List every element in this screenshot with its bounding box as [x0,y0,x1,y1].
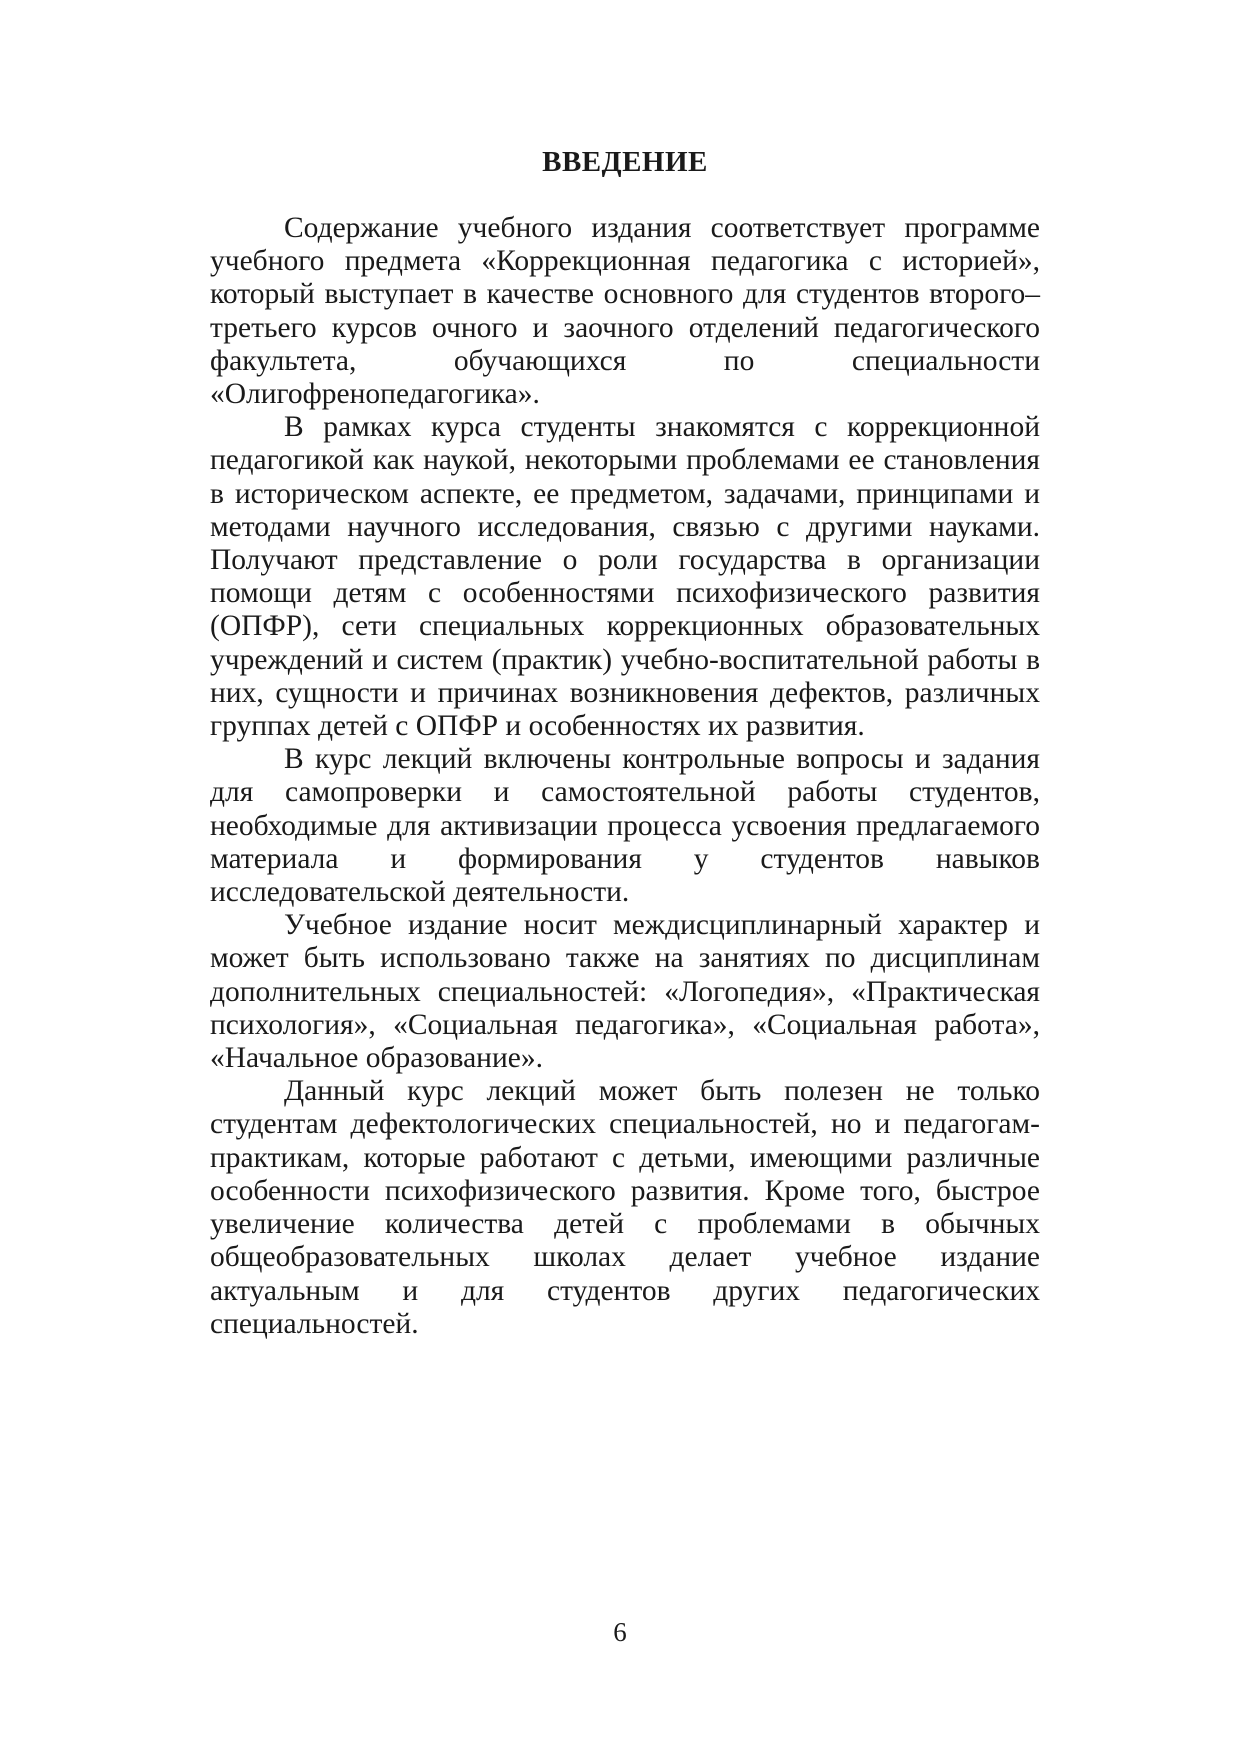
body-text [210,212,1040,1341]
paragraph-2: В рамках курса студенты знакомятся с коррекционной педагогикой как наукой, некоторыми проблемами ее становления в историческом аспекте, ее предметом, задачами, принципами и методами научного исследования, связью с другими науками. Получают представление о роли государства в организации помощи детям с особенностями психофизического развития (ОПФР), сети специальных коррекционных образовательных учреждений и систем (практик) учебно-воспитательной работы в них, сущности и причинах возникновения дефектов, различных группах детей с ОПФР и особенностях их развития. [210,411,1040,743]
page-number: 6 [613,1617,627,1647]
paragraph-5: Данный курс лекций может быть полезен не только студентам дефектологических специальностей, но и педагогам-практикам, которые работают с детьми, имеющими различные особенности психофизического развития. Кроме того, быстрое увеличение количества детей с проблемами в обычных общеобразовательных школах делает учебное издание актуальным и для студентов других педагогических специальностей. [210,1075,1040,1340]
paragraph-3: В курс лекций включены контрольные вопросы и задания для самопроверки и самостоятельной работы студентов, необходимые для активизации процесса усвоения предлагаемого материала и формирования у студентов навыков исследовательской деятельности. [210,743,1040,909]
section-heading: ВВЕДЕНИЕ [542,146,708,178]
paragraph-1: Содержание учебного издания соответствует программе учебного предмета «Коррекционная педагогика с историей», который выступает в качестве основного для студентов второго–третьего курсов очного и заочного отделений педагогического факультета, обучающихся по специальности «Олигофренопедагогика». [210,212,1040,411]
paragraph-4: Учебное издание носит междисциплинарный характер и может быть использовано также на занятиях по дисциплинам дополнительных специальностей: «Логопедия», «Практическая психология», «Социальная педагогика», «Социальная работа», «Начальное образование». [210,909,1040,1075]
